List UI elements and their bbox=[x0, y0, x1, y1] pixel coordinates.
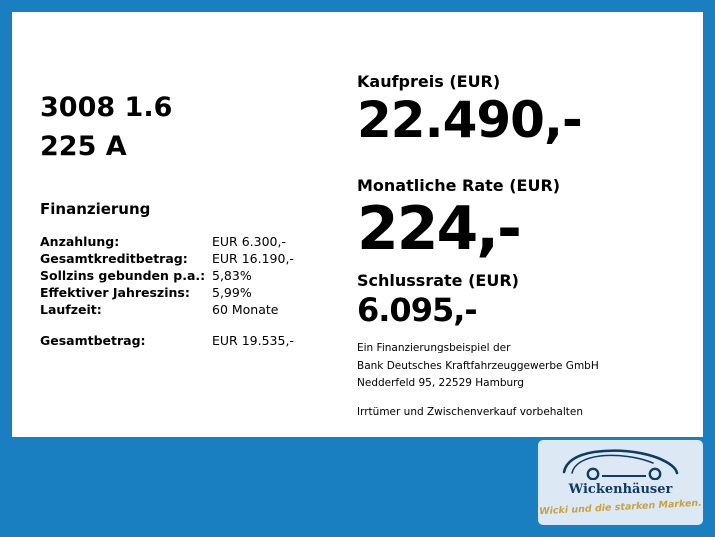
dealer-name: Wickenhäuser bbox=[568, 482, 673, 497]
fineprint-line-2: Bank Deutsches Kraftfahrzeuggewerbe GmbH bbox=[357, 359, 599, 372]
white-card bbox=[12, 12, 703, 437]
financing-value: EUR 6.300,- bbox=[212, 234, 286, 250]
table-row-total bbox=[40, 333, 294, 350]
financing-heading: Finanzierung bbox=[40, 200, 151, 219]
financing-value: EUR 16.190,- bbox=[212, 251, 294, 267]
car-icon bbox=[560, 446, 680, 480]
monthly-rate-label: Monatliche Rate (EUR) bbox=[357, 176, 561, 196]
financing-value: 5,83% bbox=[212, 268, 252, 284]
table-row bbox=[40, 285, 294, 302]
table-spacer bbox=[40, 319, 294, 333]
table-row bbox=[40, 302, 294, 319]
final-rate-label: Schlussrate (EUR) bbox=[357, 270, 519, 290]
financing-value: 5,99% bbox=[212, 285, 252, 301]
financing-label: Laufzeit: bbox=[40, 302, 102, 318]
financing-label: Effektiver Jahreszins: bbox=[40, 285, 190, 301]
table-row bbox=[40, 251, 294, 268]
fineprint-line-1: Ein Finanzierungsbeispiel der bbox=[357, 342, 511, 355]
total-value: EUR 19.535,- bbox=[212, 333, 294, 349]
table-row bbox=[40, 268, 294, 285]
vehicle-model-line-1: 3008 1.6 bbox=[40, 92, 173, 123]
financing-table bbox=[40, 234, 294, 350]
total-label: Gesamtbetrag: bbox=[40, 333, 146, 349]
table-row bbox=[40, 234, 294, 251]
financing-label: Gesamtkreditbetrag: bbox=[40, 251, 188, 267]
dealer-logo bbox=[538, 440, 703, 525]
disclaimer-text: Irrtümer und Zwischenverkauf vorbehalten bbox=[357, 406, 584, 419]
financing-value: 60 Monate bbox=[212, 302, 279, 318]
vehicle-model-line-2: 225 A bbox=[40, 131, 127, 163]
fineprint-line-3: Nedderfeld 95, 22529 Hamburg bbox=[357, 377, 524, 389]
financing-label: Sollzins gebunden p.a.: bbox=[40, 268, 206, 284]
bank-fineprint bbox=[357, 340, 687, 392]
purchase-price-value: 22.490,- bbox=[357, 91, 582, 150]
purchase-price-label: Kaufpreis (EUR) bbox=[357, 72, 501, 91]
dealer-slogan: Wicki und die starken Marken. bbox=[538, 497, 703, 518]
final-rate-value: 6.095,- bbox=[357, 290, 477, 329]
vehicle-financing-column bbox=[40, 88, 340, 350]
monthly-rate-value: 224,- bbox=[357, 194, 520, 265]
price-column bbox=[357, 72, 687, 418]
financing-label: Anzahlung: bbox=[40, 234, 120, 250]
